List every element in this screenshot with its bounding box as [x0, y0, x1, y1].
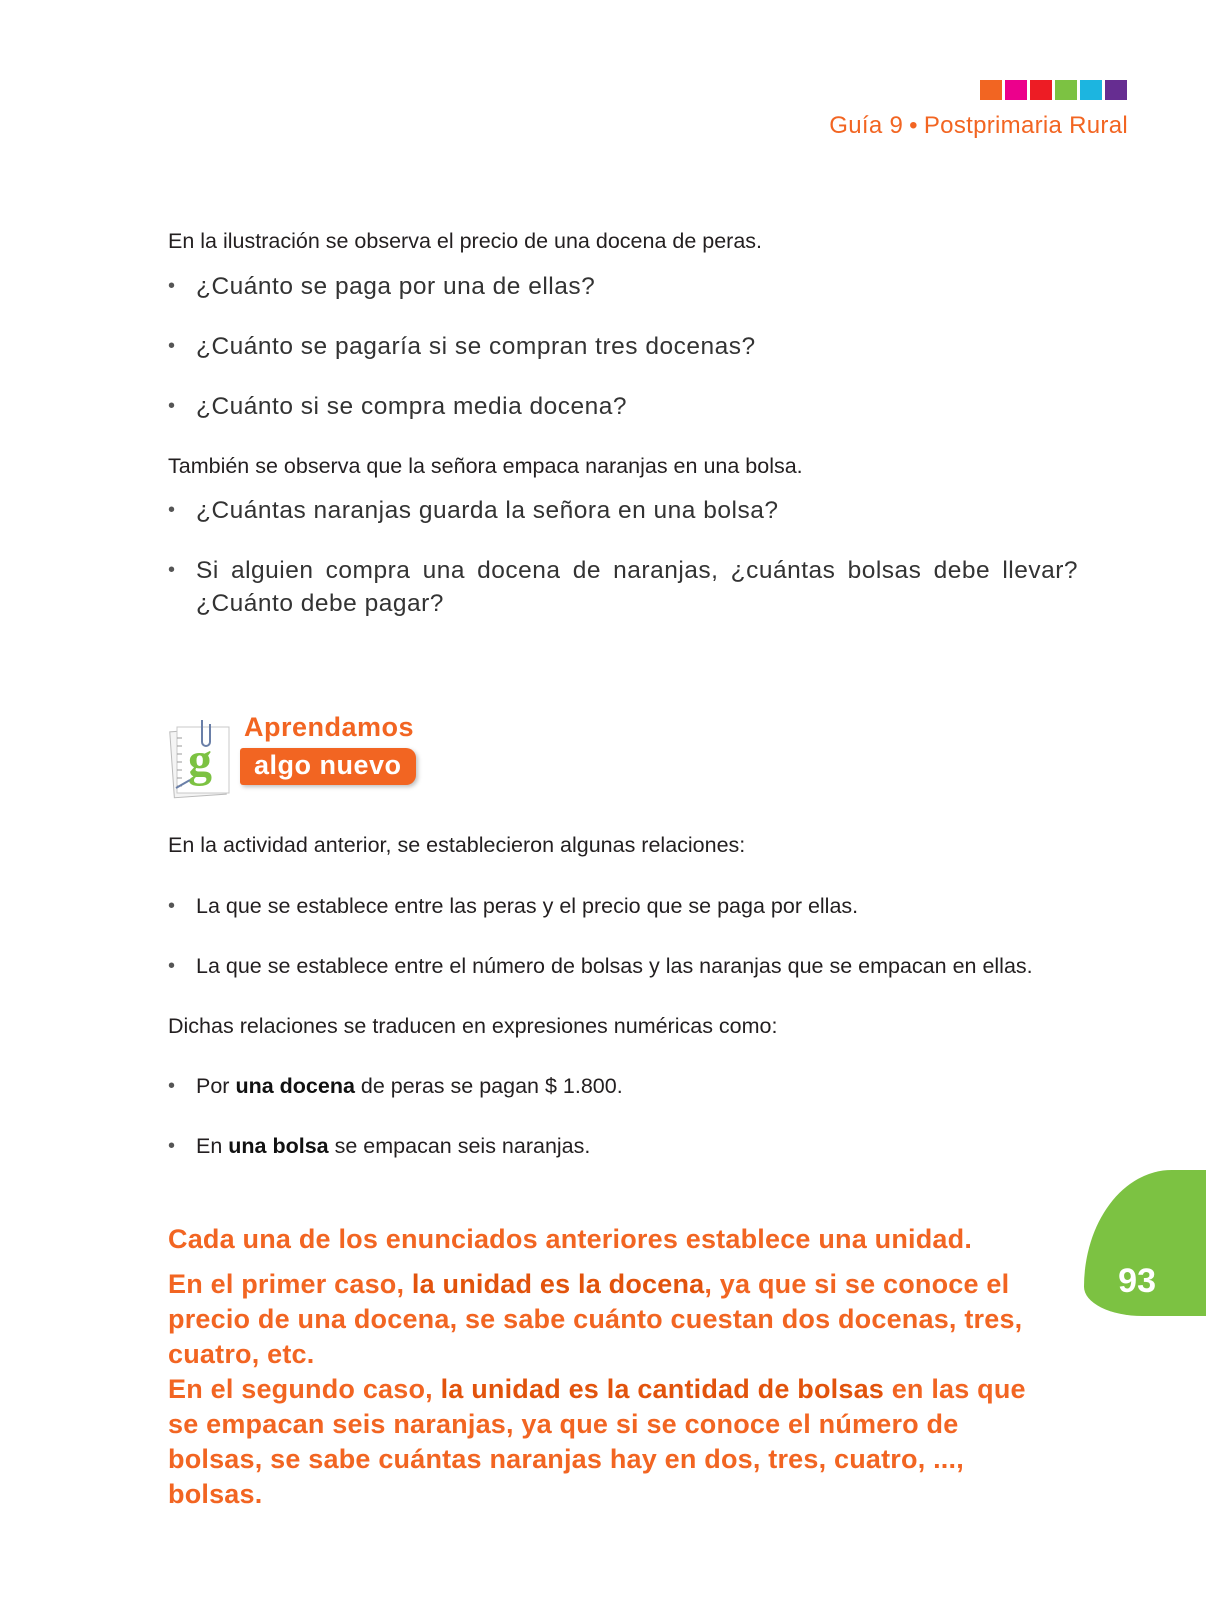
- summary-text: en las que se empacan seis naranjas, ya que si se conoce el número de bolsas, se sabe cuántas naranjas hay en dos, tres, cuatro, ..., bolsas.: [168, 1374, 1026, 1509]
- question-item: • ¿Cuánto si se compra media docena?: [168, 390, 1078, 423]
- swatch-purple: [1105, 80, 1127, 100]
- expression-item: [168, 1071, 1078, 1102]
- swatch-green: [1055, 80, 1077, 100]
- learn-section: [168, 830, 1078, 1162]
- question-item: • Si alguien compra una docena de naranjas, ¿cuántas bolsas debe llevar? ¿Cuánto debe pagar?: [168, 554, 1078, 620]
- expression-bold: una docena: [235, 1074, 355, 1098]
- intro-paragraph-2: También se observa que la señora empaca naranjas en una bolsa.: [168, 454, 803, 478]
- summary-text: En el primer caso,: [168, 1269, 412, 1299]
- expression-text: Por: [196, 1074, 236, 1098]
- notebook-g-icon: [168, 718, 238, 802]
- question-item: • ¿Cuánto se paga por una de ellas?: [168, 270, 1078, 303]
- expression-item: [168, 1131, 1078, 1162]
- guide-label: Guía 9: [829, 112, 904, 139]
- expression-bold: una bolsa: [228, 1134, 329, 1158]
- svg-text:g: g: [188, 734, 212, 787]
- summary-bold: la unidad es la cantidad de bolsas: [440, 1374, 885, 1404]
- summary-section: [168, 1222, 1043, 1512]
- page-number: 93: [1118, 1262, 1156, 1300]
- section-subtitle: algo nuevo: [240, 748, 416, 785]
- learn-paragraph-2: Dichas relaciones se traducen en expresiones numéricas como:: [168, 1014, 778, 1038]
- relation-item: • La que se establece entre las peras y el precio que se paga por ellas.: [168, 891, 1078, 922]
- expression-text: de peras se pagan $ 1.800.: [354, 1074, 623, 1098]
- header-separator: •: [909, 112, 918, 139]
- expression-text: se empacan seis naranjas.: [328, 1134, 591, 1158]
- intro-section: [168, 226, 1078, 620]
- summary-paragraph-2: [168, 1372, 1043, 1512]
- swatch-cyan: [1080, 80, 1102, 100]
- intro-question-list-1: [168, 270, 1078, 423]
- running-header: [829, 112, 1128, 140]
- expression-text: En: [196, 1134, 229, 1158]
- summary-line-1: Cada una de los enunciados anteriores establece una unidad.: [168, 1224, 973, 1254]
- color-swatch-bar: [980, 80, 1127, 100]
- summary-text: , ya que si se conoce el precio de una docena, se sabe cuánto cuestan dos docenas, tres, cuatro, etc.: [168, 1269, 1023, 1369]
- expressions-list: [168, 1071, 1078, 1162]
- question-item: • ¿Cuánto se pagaría si se compran tres docenas?: [168, 330, 1078, 363]
- swatch-magenta: [1005, 80, 1027, 100]
- program-label: Postprimaria Rural: [923, 112, 1128, 139]
- intro-paragraph-1: En la ilustración se observa el precio de una docena de peras.: [168, 229, 763, 253]
- relation-item: • La que se establece entre el número de bolsas y las naranjas que se empacan en ellas.: [168, 951, 1078, 981]
- swatch-orange: [980, 80, 1002, 100]
- relations-list: [168, 891, 1078, 981]
- aprendamos-badge: [168, 712, 428, 802]
- swatch-red: [1030, 80, 1052, 100]
- learn-paragraph-1: En la actividad anterior, se establecieron algunas relaciones:: [168, 833, 746, 857]
- intro-question-list-2: [168, 494, 1078, 620]
- question-item: • ¿Cuántas naranjas guarda la señora en una bolsa?: [168, 494, 1078, 527]
- summary-paragraph-1: [168, 1267, 1043, 1372]
- summary-text: En el segundo caso,: [168, 1374, 441, 1404]
- summary-bold: la unidad es la docena: [411, 1269, 705, 1299]
- section-title: Aprendamos: [244, 712, 415, 742]
